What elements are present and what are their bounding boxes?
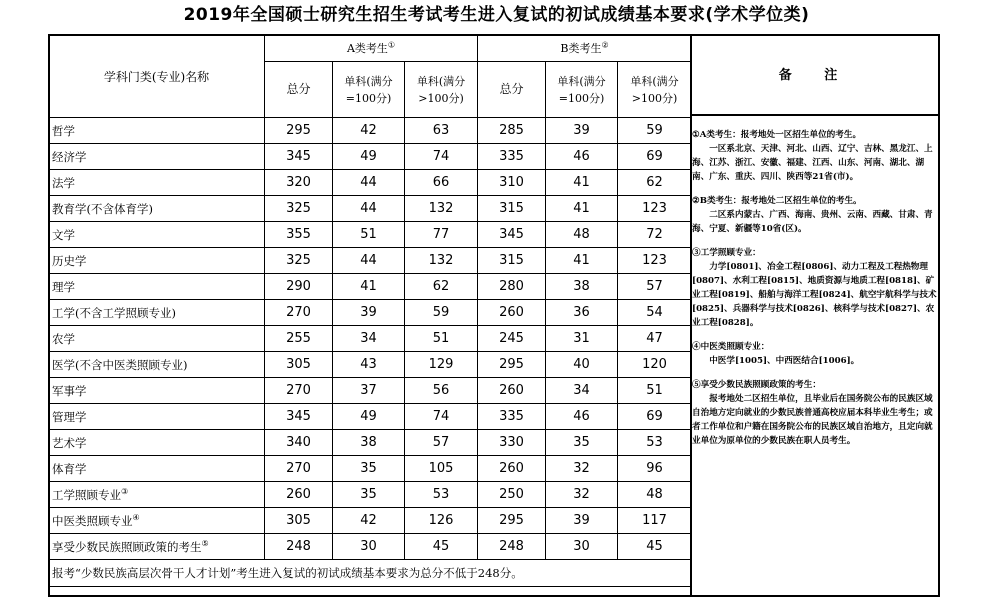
remarks-panel	[692, 128, 937, 588]
a-total-cell: 305	[265, 508, 333, 534]
table-row	[49, 508, 692, 534]
subject-cell	[49, 170, 265, 196]
a-single-100-cell: 44	[333, 196, 405, 222]
b-total-cell: 250	[478, 482, 546, 508]
a-total-cell: 255	[265, 326, 333, 352]
group-b-header	[478, 35, 692, 62]
a-single-100-cell: 42	[333, 118, 405, 144]
b-total-cell: 295	[478, 352, 546, 378]
b-single-over100-cell: 117	[618, 508, 692, 534]
subject-name: 管理学	[52, 409, 87, 424]
subject-name: 艺术学	[52, 435, 87, 450]
subject-cell	[49, 248, 265, 274]
b-total-cell: 260	[478, 300, 546, 326]
b-total-cell: 248	[478, 534, 546, 560]
subject-cell	[49, 274, 265, 300]
a-single-over100-cell: 105	[405, 456, 478, 482]
subject-name: 工学(不含工学照顾专业)	[52, 305, 176, 320]
note-heading: ①A类考生：报考地处一区招生单位的考生。	[692, 130, 862, 140]
remarks-header: 备 注	[691, 35, 939, 116]
b-total-cell: 245	[478, 326, 546, 352]
a-single-over100-cell: 66	[405, 170, 478, 196]
b-single-over100-cell: 47	[618, 326, 692, 352]
a-single-100-cell: 37	[333, 378, 405, 404]
b-single-over100-cell: 54	[618, 300, 692, 326]
group-a-footnote: ①	[387, 40, 396, 50]
subject-cell	[49, 326, 265, 352]
note-engineering	[692, 246, 937, 330]
a-total-cell: 320	[265, 170, 333, 196]
b-single-over100-header: 单科(满分>100分)	[618, 62, 692, 118]
b-total-cell: 345	[478, 222, 546, 248]
subject-cell	[49, 482, 265, 508]
a-single-100-cell: 39	[333, 300, 405, 326]
a-single-over100-cell: 56	[405, 378, 478, 404]
table-row	[49, 248, 692, 274]
a-single-over100-header: 单科(满分>100分)	[405, 62, 478, 118]
b-single-100-cell: 40	[546, 352, 618, 378]
b-single-100-cell: 41	[546, 196, 618, 222]
note-tcm	[692, 340, 937, 368]
b-single-100-cell: 32	[546, 482, 618, 508]
subject-cell	[49, 144, 265, 170]
subject-cell	[49, 430, 265, 456]
a-single-over100-cell: 51	[405, 326, 478, 352]
b-single-100-cell: 41	[546, 170, 618, 196]
a-single-100-cell: 42	[333, 508, 405, 534]
a-total-header: 总分	[265, 62, 333, 118]
b-single-100-cell: 30	[546, 534, 618, 560]
note-text: 报考地处二区招生单位，且毕业后在国务院公布的民族区域自治地方定向就业的少数民族普通高校应届本科毕业生考生；或者工作单位和户籍在国务院公布的民族区域自治地方，且定向就业单位为原单位的少数民族在职人员考生。	[692, 394, 933, 446]
a-single-over100-cell: 63	[405, 118, 478, 144]
a-single-over100-cell: 126	[405, 508, 478, 534]
b-single-100-cell: 36	[546, 300, 618, 326]
subject-cell	[49, 404, 265, 430]
a-single-100-cell: 51	[333, 222, 405, 248]
table-row	[49, 456, 692, 482]
b-single-over100-cell: 123	[618, 248, 692, 274]
note-heading: ⑤享受少数民族照顾政策的考生：	[692, 380, 821, 390]
b-single-100-cell: 46	[546, 404, 618, 430]
b-single-100-cell: 48	[546, 222, 618, 248]
subject-cell	[49, 456, 265, 482]
b-single-over100-cell: 48	[618, 482, 692, 508]
a-total-cell: 260	[265, 482, 333, 508]
b-single-100-cell: 31	[546, 326, 618, 352]
b-total-cell: 315	[478, 196, 546, 222]
subject-name: 军事学	[52, 383, 87, 398]
subject-name: 体育学	[52, 461, 87, 476]
subject-name: 教育学(不含体育学)	[52, 201, 153, 216]
subject-header: 学科门类(专业)名称	[49, 35, 265, 118]
a-single-over100-cell: 59	[405, 300, 478, 326]
b-total-cell: 330	[478, 430, 546, 456]
group-a-label: A类考生	[346, 42, 388, 55]
a-single-100-cell: 38	[333, 430, 405, 456]
page-title: 2019年全国硕士研究生招生考试考生进入复试的初试成绩基本要求(学术学位类)	[183, 5, 810, 25]
subject-name: 工学照顾专业	[52, 487, 121, 502]
b-single-100-cell: 39	[546, 508, 618, 534]
a-total-cell: 355	[265, 222, 333, 248]
footer-row	[49, 560, 692, 587]
b-single-over100-cell: 57	[618, 274, 692, 300]
a-single-100-cell: 43	[333, 352, 405, 378]
b-single-100-cell: 46	[546, 144, 618, 170]
a-single-over100-cell: 77	[405, 222, 478, 248]
score-table	[48, 34, 692, 587]
table-row	[49, 378, 692, 404]
table-row	[49, 118, 692, 144]
table-row	[49, 352, 692, 378]
b-total-cell: 310	[478, 170, 546, 196]
a-total-cell: 295	[265, 118, 333, 144]
b-single-100-cell: 38	[546, 274, 618, 300]
b-total-cell: 280	[478, 274, 546, 300]
note-group-b	[692, 194, 937, 236]
table-row	[49, 404, 692, 430]
a-single-100-cell: 49	[333, 404, 405, 430]
b-total-cell: 335	[478, 404, 546, 430]
a-single-100-cell: 41	[333, 274, 405, 300]
subject-name: 享受少数民族照顾政策的考生	[52, 539, 202, 554]
b-total-cell: 285	[478, 118, 546, 144]
a-single-100-cell: 35	[333, 482, 405, 508]
a-single-100-cell: 49	[333, 144, 405, 170]
b-single-over100-cell: 62	[618, 170, 692, 196]
subject-cell	[49, 222, 265, 248]
b-single-over100-cell: 96	[618, 456, 692, 482]
table-body	[49, 118, 692, 560]
a-single-over100-cell: 62	[405, 274, 478, 300]
a-single-100-cell: 35	[333, 456, 405, 482]
group-a-header	[265, 35, 478, 62]
a-total-cell: 345	[265, 404, 333, 430]
subject-name: 医学(不含中医类照顾专业)	[52, 357, 188, 372]
b-total-cell: 315	[478, 248, 546, 274]
b-single-over100-cell: 59	[618, 118, 692, 144]
table-row	[49, 300, 692, 326]
subject-cell	[49, 118, 265, 144]
table-row	[49, 144, 692, 170]
subject-name: 历史学	[52, 253, 87, 268]
table-row	[49, 326, 692, 352]
a-total-cell: 270	[265, 456, 333, 482]
b-single-over100-cell: 123	[618, 196, 692, 222]
b-single-over100-cell: 72	[618, 222, 692, 248]
note-minority	[692, 378, 937, 448]
note-heading: ②B类考生：报考地处二区招生单位的考生。	[692, 196, 862, 206]
note-text: 中医学[1005]、中西医结合[1006]。	[709, 356, 860, 366]
b-single-100-cell: 39	[546, 118, 618, 144]
a-single-over100-cell: 45	[405, 534, 478, 560]
header-row-groups	[49, 35, 692, 62]
a-single-over100-cell: 74	[405, 144, 478, 170]
subject-cell	[49, 352, 265, 378]
table-row	[49, 430, 692, 456]
subject-name: 农学	[52, 331, 75, 346]
subject-cell	[49, 534, 265, 560]
subject-cell	[49, 196, 265, 222]
subject-name: 理学	[52, 279, 75, 294]
subject-cell	[49, 378, 265, 404]
a-total-cell: 340	[265, 430, 333, 456]
group-b-label: B类考生	[560, 42, 602, 55]
note-text: 一区系北京、天津、河北、山西、辽宁、吉林、黑龙江、上海、江苏、浙江、安徽、福建、江西、山东、河南、湖北、湖南、广东、重庆、四川、陕西等21省(市)。	[692, 144, 933, 182]
b-single-over100-cell: 69	[618, 144, 692, 170]
subject-name: 哲学	[52, 123, 75, 138]
a-total-cell: 290	[265, 274, 333, 300]
a-total-cell: 325	[265, 196, 333, 222]
a-single-100-cell: 44	[333, 170, 405, 196]
subject-name: 经济学	[52, 149, 87, 164]
b-single-100-cell: 35	[546, 430, 618, 456]
a-single-over100-cell: 53	[405, 482, 478, 508]
a-total-cell: 345	[265, 144, 333, 170]
b-single-over100-cell: 53	[618, 430, 692, 456]
a-single-over100-cell: 74	[405, 404, 478, 430]
footer-note: 报考“少数民族高层次骨干人才计划”考生进入复试的初试成绩基本要求为总分不低于248分。	[49, 560, 692, 587]
subject-footnote: ④	[132, 512, 140, 522]
table-row	[49, 482, 692, 508]
b-single-100-header: 单科(满分=100分)	[546, 62, 618, 118]
b-single-100-cell: 41	[546, 248, 618, 274]
note-heading: ③工学照顾专业：	[692, 248, 761, 258]
a-single-over100-cell: 132	[405, 196, 478, 222]
b-single-over100-cell: 120	[618, 352, 692, 378]
a-total-cell: 248	[265, 534, 333, 560]
b-single-over100-cell: 45	[618, 534, 692, 560]
a-total-cell: 325	[265, 248, 333, 274]
a-single-over100-cell: 57	[405, 430, 478, 456]
table-row	[49, 222, 692, 248]
subject-footnote: ⑤	[201, 538, 209, 548]
a-single-over100-cell: 129	[405, 352, 478, 378]
a-single-100-cell: 30	[333, 534, 405, 560]
a-single-100-header: 单科(满分=100分)	[333, 62, 405, 118]
b-total-cell: 260	[478, 378, 546, 404]
note-text: 二区系内蒙古、广西、海南、贵州、云南、西藏、甘肃、青海、宁夏、新疆等10省(区)。	[692, 210, 933, 234]
note-group-a	[692, 128, 937, 184]
table-row	[49, 170, 692, 196]
subject-footnote: ③	[121, 486, 129, 496]
note-heading: ④中医类照顾专业：	[692, 342, 770, 352]
b-single-over100-cell: 51	[618, 378, 692, 404]
b-single-100-cell: 34	[546, 378, 618, 404]
b-single-over100-cell: 69	[618, 404, 692, 430]
table-row	[49, 274, 692, 300]
subject-cell	[49, 508, 265, 534]
a-single-100-cell: 34	[333, 326, 405, 352]
a-single-over100-cell: 132	[405, 248, 478, 274]
a-total-cell: 270	[265, 378, 333, 404]
subject-name: 法学	[52, 175, 75, 190]
a-single-100-cell: 44	[333, 248, 405, 274]
subject-name: 中医类照顾专业	[52, 513, 133, 528]
subject-name: 文学	[52, 227, 75, 242]
note-text: 力学[0801]、冶金工程[0806]、动力工程及工程热物理[0807]、水利工程[0815]、地质资源与地质工程[0818]、矿业工程[0819]、船舶与海洋工程[0824]、航空宇航科学与技术[0825]、兵器科学与技术[0826]、核科学与技术[0827]、农业工程[0828]。	[692, 262, 937, 328]
b-total-cell: 295	[478, 508, 546, 534]
b-total-header: 总分	[478, 62, 546, 118]
group-b-footnote: ②	[601, 40, 609, 50]
b-total-cell: 335	[478, 144, 546, 170]
a-total-cell: 270	[265, 300, 333, 326]
table-row	[49, 534, 692, 560]
b-total-cell: 260	[478, 456, 546, 482]
table-row	[49, 196, 692, 222]
b-single-100-cell: 32	[546, 456, 618, 482]
subject-cell	[49, 300, 265, 326]
a-total-cell: 305	[265, 352, 333, 378]
